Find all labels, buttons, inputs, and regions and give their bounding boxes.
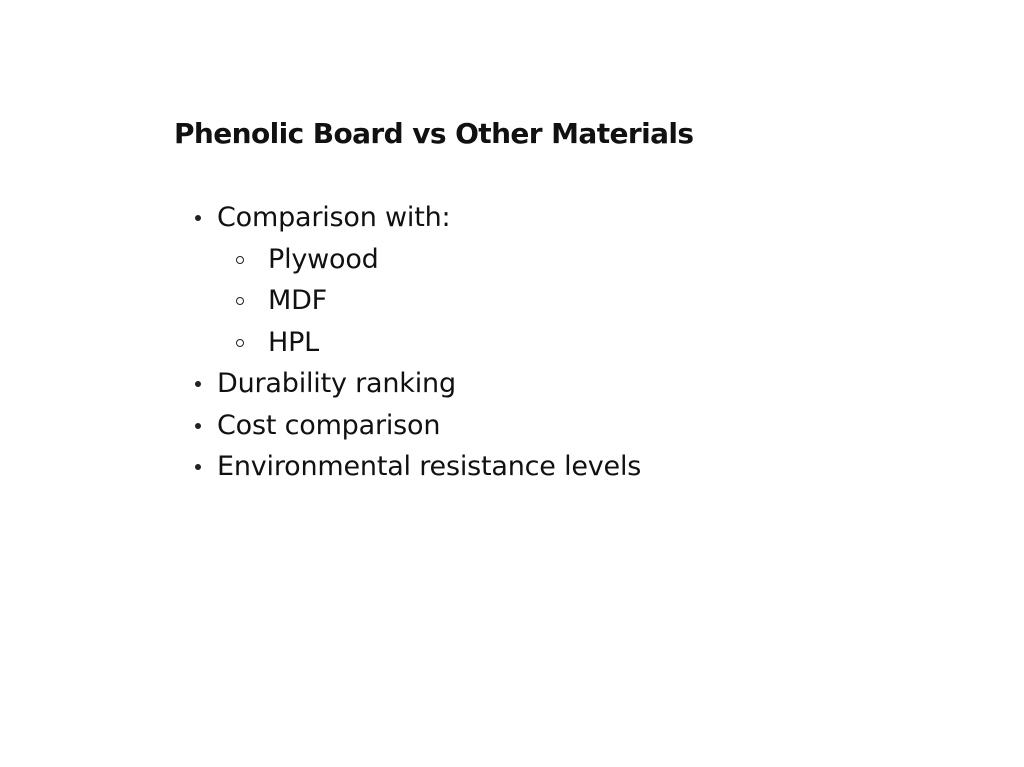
bullet-dot-icon — [195, 423, 201, 429]
list-item-text: Durability ranking — [217, 368, 456, 399]
bullet-dot-icon — [195, 215, 201, 221]
list-item-text: Cost comparison — [217, 409, 441, 441]
bullet-dot-icon — [195, 381, 201, 387]
bullet-circle-icon — [236, 297, 244, 305]
list-item-text: Environmental resistance levels — [217, 451, 642, 482]
bullet-dot-icon — [195, 464, 201, 470]
slide-title: Phenolic Board vs Other Materials — [174, 117, 694, 150]
bullet-circle-icon — [236, 256, 244, 264]
bullet-circle-icon — [236, 339, 244, 347]
list-item-text: Comparison with: — [217, 202, 451, 233]
list-item-text: MDF — [268, 285, 328, 316]
list-item-text: HPL — [268, 326, 320, 358]
list-item-text: Plywood — [268, 243, 379, 275]
